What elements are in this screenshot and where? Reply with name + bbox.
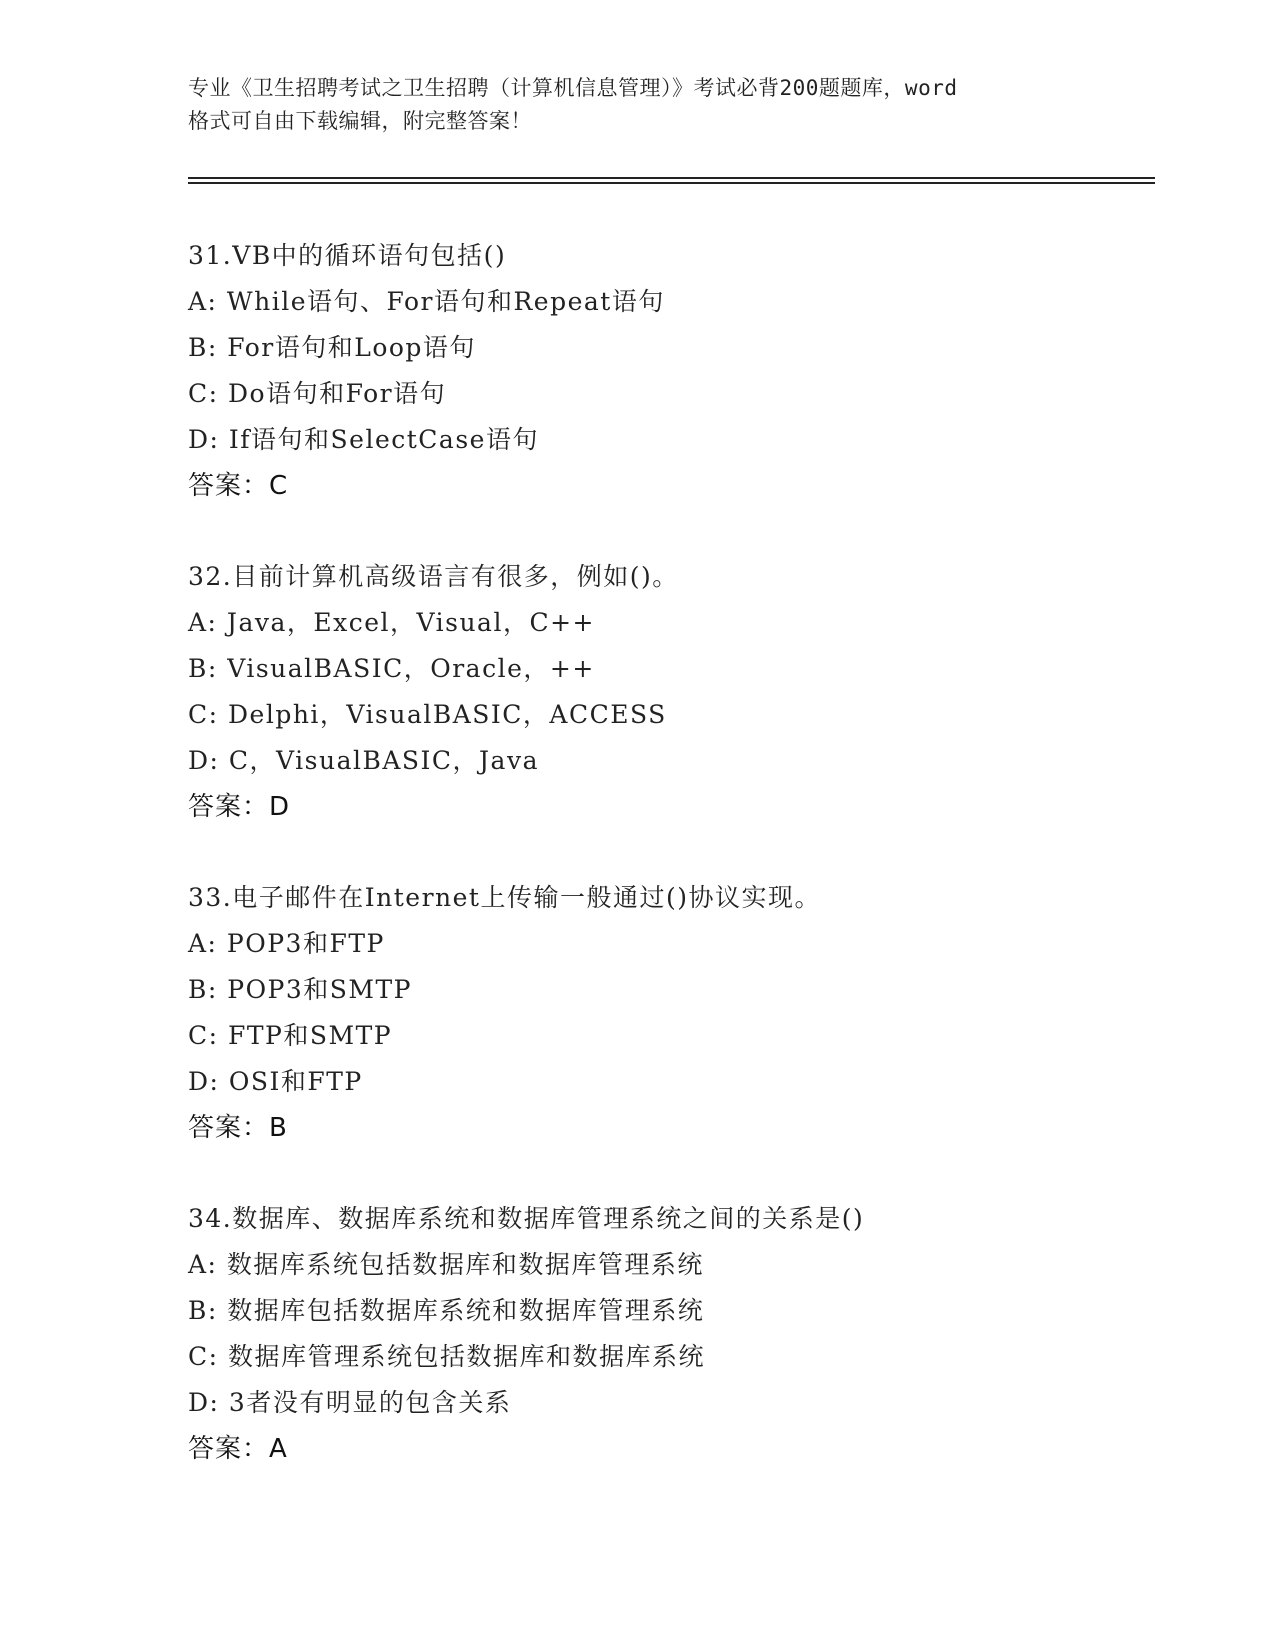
option-a: A: Java，Excel，Visual，C++: [188, 608, 595, 637]
option-a: A: While语句、For语句和Repeat语句: [188, 287, 665, 316]
option-d: D: OSI和FTP: [188, 1067, 363, 1096]
document-header: [188, 72, 1088, 138]
answer-key: 答案：C: [188, 471, 289, 501]
question-stem: 34.数据库、数据库系统和数据库管理系统之间的关系是(): [188, 1204, 865, 1233]
question-stem: 31.VB中的循环语句包括(): [188, 241, 507, 270]
question-stem: 33.电子邮件在Internet上传输一般通过()协议实现。: [188, 883, 821, 912]
option-c: C: 数据库管理系统包括数据库和数据库系统: [188, 1342, 705, 1371]
answer-key: 答案：D: [188, 792, 291, 822]
option-c: C: Do语句和For语句: [188, 379, 447, 408]
option-b: B: VisualBASIC，Oracle，++: [188, 654, 595, 683]
option-a: A: POP3和FTP: [188, 929, 385, 958]
header-divider-top: [188, 177, 1155, 179]
question-34: [188, 1196, 1148, 1472]
header-line-2: 格式可自由下载编辑，附完整答案！: [188, 109, 532, 133]
question-33: [188, 875, 1148, 1151]
header-divider-bottom: [188, 182, 1155, 184]
option-d: D: C，VisualBASIC，Java: [188, 746, 539, 775]
question-31: [188, 233, 1148, 509]
option-a: A: 数据库系统包括数据库和数据库管理系统: [188, 1250, 704, 1279]
header-line-1: 专业《卫生招聘考试之卫生招聘（计算机信息管理）》考试必背200题题库，word: [188, 76, 958, 100]
answer-key: 答案：B: [188, 1113, 288, 1143]
option-b: B: For语句和Loop语句: [188, 333, 476, 362]
option-d: D: If语句和SelectCase语句: [188, 425, 539, 454]
option-c: C: FTP和SMTP: [188, 1021, 393, 1050]
option-d: D: 3者没有明显的包含关系: [188, 1388, 512, 1417]
question-32: [188, 554, 1148, 830]
option-b: B: 数据库包括数据库系统和数据库管理系统: [188, 1296, 705, 1325]
option-b: B: POP3和SMTP: [188, 975, 413, 1004]
question-stem: 32.目前计算机高级语言有很多，例如()。: [188, 562, 679, 591]
option-c: C: Delphi，VisualBASIC，ACCESS: [188, 700, 667, 729]
answer-key: 答案：A: [188, 1434, 288, 1464]
